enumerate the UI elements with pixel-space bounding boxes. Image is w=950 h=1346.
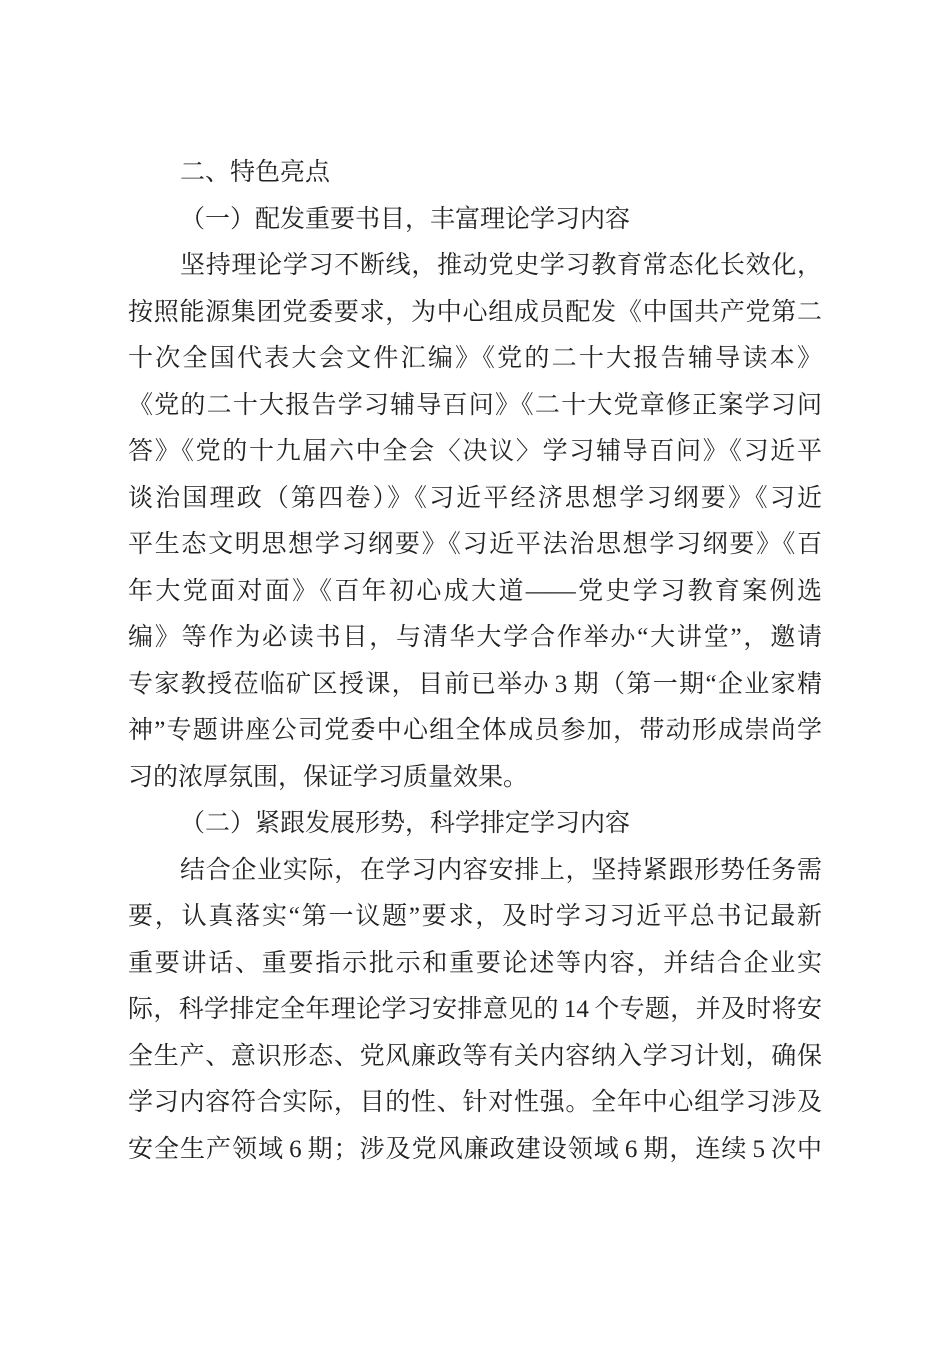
subsection-heading-1: （一）配发重要书目，丰富理论学习内容 [180,205,631,233]
text-line: 要，认真落实“第一议题”要求，及时学习习近平总书记最新 [128,903,822,930]
text-line: 十次全国代表大会文件汇编》《党的二十大报告辅导读本》 [128,345,822,372]
text-line: 神”专题讲座公司党委中心组全体成员参加，带动形成崇尚学 [128,717,822,744]
text-line: 按照能源集团党委要求，为中心组成员配发《中国共产党第二 [128,298,822,326]
text-line: 习的浓厚氛围，保证学习质量效果。 [128,763,529,791]
document-section-1 [128,197,822,802]
text-line: 全生产、意识形态、党风廉政等有关内容纳入学习计划，确保 [128,1042,822,1070]
section-heading: 二、特色亮点 [180,159,331,186]
text-line: 答》《党的十九届六中全会〈决议〉学习辅导百问》《习近平 [128,438,822,465]
text-line: 安全生产领域 6 期；涉及党风廉政建设领域 6 期，连续 5 次中 [128,1135,822,1163]
text-line: 坚持理论学习不断线，推动党史学习教育常态化长效化， [180,252,822,279]
subsection-heading-2: （二）紧跟发展形势，科学排定学习内容 [180,810,631,837]
text-line: 专家教授莅临矿区授课，目前已举办 3 期（第一期“企业家精 [128,670,822,698]
text-line: 结合企业实际，在学习内容安排上，坚持紧跟形势任务需 [180,856,822,884]
text-line: 谈治国理政（第四卷）》《习近平经济思想学习纲要》《习近 [128,484,822,512]
text-line: 际，科学排定全年理论学习安排意见的 14 个专题，并及时将安 [128,996,822,1023]
document-body [128,150,822,1173]
text-line: 学习内容符合实际，目的性、针对性强。全年中心组学习涉及 [128,1089,822,1116]
text-line: 平生态文明思想学习纲要》《习近平法治思想学习纲要》《百 [128,531,822,558]
text-line: 编》等作为必读书目，与清华大学合作举办“大讲堂”，邀请 [128,624,822,651]
text-line: 重要讲话、重要指示批示和重要论述等内容，并结合企业实 [128,949,822,977]
text-line: 年大党面对面》《百年初心成大道——党史学习教育案例选 [128,577,822,605]
document-section-2 [128,801,822,1173]
text-line: 《党的二十大报告学习辅导百问》《二十大党章修正案学习问 [128,391,822,419]
